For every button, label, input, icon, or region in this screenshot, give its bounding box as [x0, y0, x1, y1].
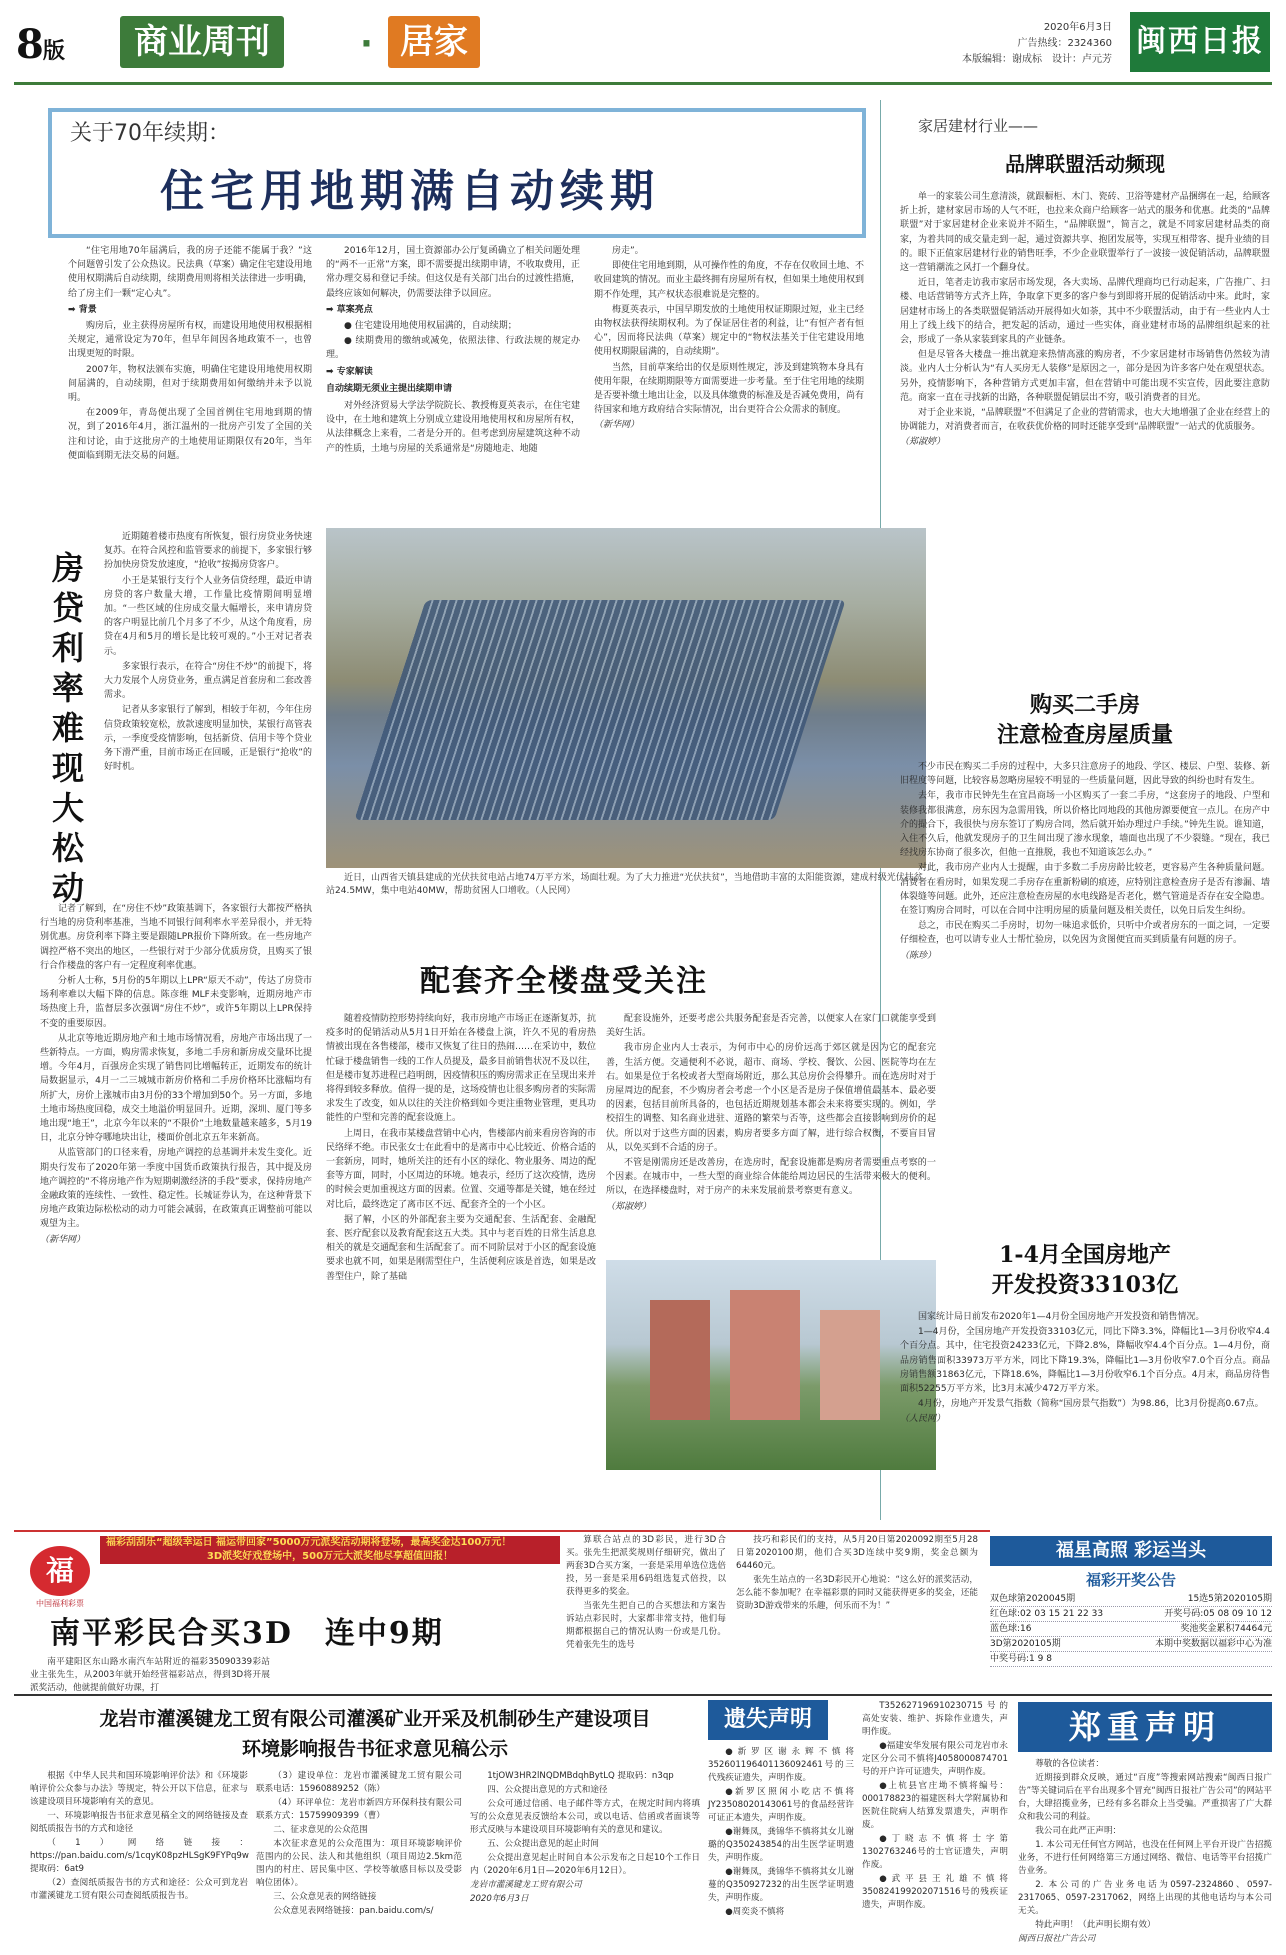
invest-paragraph: 1—4月份，全国房地产开发投资33103亿元，同比下降3.3%，降幅比1—3月份收窄4.4个百分点。其中，住宅投资24233亿元，下降2.8%，降幅收窄4.4个百分点。1—4月份，商品房销售面积33973万平方米，同比下降19.3%，降幅比1—3月份收窄7.0个百分点。商品房销售额31863亿元，下降18.6%，降幅比1—3月份收窄6.1个百分点。4月末，商品房待售面积52255万平方米，比3月末减少472万平方米。: [900, 1327, 1270, 1395]
lead-paragraph: 对外经济贸易大学法学院院长、教授梅夏英表示，在住宅建设中，在土地和建筑上分别成立建设用地使用权和房屋所有权，从法律概念上来看，二者是分开的。但考虑到房屋建筑这种不动产的性质，土地与房屋的关系通常是“房随地走、地随: [326, 401, 580, 454]
photo-credit: （人民网）: [534, 886, 576, 896]
building-image: [730, 1290, 800, 1420]
mortgage-column-bottom: [40, 902, 312, 1248]
page-number: 8版: [16, 21, 64, 68]
brand-paragraph: 对于企业来说，“品牌联盟”不但满足了企业的营销需求，也大大地增强了企业在经营上的协调能力，对消费者而言，在收获优价格的同时还能享受到“品牌联盟”一站式的优质服务。: [900, 408, 1270, 433]
mortgage-paragraph: 近期随着楼市热度有所恢复，银行房贷业务快速复苏。在符合风控和监管要求的前提下，多家银行够扮加快房贷发放速度，“抢收”按揭房贷客户。: [104, 532, 312, 571]
newspaper-logo: 闽西日报: [1130, 12, 1270, 72]
mortgage-paragraph: 分析人士称，5月份的5年期以上LPR“原天不动”，传达了房贷市场利率难以大幅下降的信息。陈彦维 MLF未变影响，近期房地产市场热度上升，监督层多次强调“房住不炒”，或许5年期以上LPR保持不变的重要原因。: [40, 976, 312, 1029]
secondhand-paragraph: 总之，市民在购买二手房时，切勿一味追求低价，只听中介或者房东的一面之词，一定要仔细检查，也可以请专业人士帮忙验房，以免因为贪图便宜而买到质量有问题的房子。: [900, 921, 1270, 946]
issue-date: 2020年6月3日: [1043, 22, 1112, 33]
lead-paragraph: “住宅用地70年届满后，我的房子还能不能属于我？”这个问题曾引发了公众热议。民法典（草案）确定住宅建设用地使用权期满后自动续期，续期费用则将相关法律进一步明确，给了房主们一颗“定心丸”。: [68, 246, 312, 299]
brand-column: [900, 190, 1270, 451]
support-paragraph: 配套设施外，还要考虑公共服务配套是否完善，以便家人在家门口就能享受到美好生活。: [606, 1014, 936, 1039]
lead-paragraph: 购房后，业主获得房屋所有权，而建设用地使用权根据相关规定，通常设定为70年，但早年间因各地政策不一，也曾出现更短的时限。: [68, 321, 312, 360]
env-notice-column-3: 1tjOW3HR2lNQDMBdqhBytLQ 提取码：n3qp 四、公众提出意见的方式和途径 公众可通过信函、电子邮件等方式，在规定时间内将填写的公众意见表反馈给本公司，或以电话、信函或者面谈等形式反映与本建设项目环境影响有关的意见和建议。 五、公众提出意见的起止时间 公众提出意见起止时间自本公示发布之日起10个工作日内（2020年6月1日—2020年6月12日）。 龙岩市灌溪键龙工贸有限公司 2020年6月3日: [470, 1771, 700, 1904]
photo-caption: 近日，山西省天镇县建成的光伏扶贫电站占地74万平方米，场面壮观。为了大力推进“光伏扶贫”，当地借助丰富的太阳能资源，建成村级光伏扶贫站24.5MW，集中电站40MW，帮助贫困人口增收。（人民网）: [326, 873, 923, 896]
mortgage-column-top: [104, 530, 312, 775]
lead-signature: （新华网）: [594, 420, 640, 431]
secondhand-paragraph: 不少市民在购买二手房的过程中，大多只注意房子的地段、学区、楼层、户型、装修、新旧程度等问题，比较容易忽略房屋较不明显的一些质量问题，因此导致的纠纷也时有发生。: [900, 762, 1270, 787]
lead-headline: 住宅用地期满自动续期: [160, 166, 660, 217]
mortgage-paragraph: 记者从多家银行了解到，相较于年初，今年住房信贷政策较宽松，放款速度明显加快，某银行高管表示，一季度受疫情影响，包括新贷、信用卡等个贷业务下滑严重，目前市场正在回暖，正是银行“抢收”的好时机。: [104, 705, 312, 773]
lead-column-3: [594, 244, 864, 434]
lottery-text-2: 算联合站点的3D彩民，进行3D合买。张先生把派奖规则仔细研究，做出了两套3D合买方案，一套是采用单选位选倍投，另一套是采用6码组选复式倍投，以获得更多的奖金。 当张先生把自己的合买想法和方案告诉站点彩民时，大家都非常支持，他们每期都根据自己的情况认购一份或是几份。凭着张先生的选号: [566, 1535, 726, 1650]
lottery-text-3: 技巧和彩民们的支持，从5月20日第2020092期至5月28日第2020100期，他们合买3D连续中奖9期，奖金总额为64460元。 张先生站点的一名3D彩民开心地说：“这么好的派奖活动，怎么能不参加呢？在幸福彩票的同时又能获得更多的奖金，还能资助3D游戏带来的乐趣，何乐而不为！”: [736, 1535, 978, 1611]
env-notice-column-1: 根据《中华人民共和国环境影响评价法》和《环境影响评价公众参与办法》等规定，特公开以下信息，征求与该建设项目环境影响有关的意见。 一、环境影响报告书征求意见稿全文的网络链接及查阅纸质报告书的方式和途径 （1）网络链接：https://pan.baidu.com/s/1cqyK08pzHLSgK9FYPq9w 提取码：6at9 （2）查阅纸质报告书的方式和途径：公众可到龙岩市灌溪键龙工贸有限公司查阅纸质报告书。: [30, 1771, 249, 1901]
lead-kicker: 关于70年续期：: [70, 121, 230, 146]
lead-bullet: ● 续期费用的缴纳或减免，依照法律、行政法规的规定办理。: [326, 336, 580, 361]
subsection-tag: 居家: [388, 16, 480, 68]
issue-meta: [882, 20, 1112, 68]
brand-paragraph: 单一的家装公司生意清淡，就跟橱柜、木门、瓷砖、卫浴等建材产品捆绑在一起，给顾客折上折，建材家居市场的人气不旺，也拉来众商户给顾客一站式的服务和优惠。此类的“品牌联盟”对于家居建材企业来说并不陌生，“品牌联盟”，简言之，就是不同家居建材品类的商家，为着共同的成交量走到一起，通过资源共享、抱团发展等，实现互相带客、提升业绩的目的。眼下正值家居建材行业的销售旺季，不少企业联盟举行了一波接一波促销活动，品牌联盟这一营销潮流之风打一个翻身仗。: [900, 192, 1270, 274]
welfare-lottery-logo: 福: [30, 1546, 90, 1596]
support-paragraph: 据了解，小区的外部配套主要为交通配套、生活配套、金融配套、医疗配套以及教育配套这五大类。其中与老百姓的日常生活息息相关的就是交通配套和生活配套了。而不同阶层对于小区的配套设施要求也就不同，如果是刚需型住户，生活便利应该是首选，如果是改善型住户，除了基础: [326, 1214, 597, 1282]
section-label-highlights: ➡ 草案亮点: [326, 304, 373, 315]
secondhand-headline: 购买二手房 注意检查房屋质量: [996, 692, 1173, 748]
building-image: [820, 1310, 880, 1420]
mortgage-paragraph: 记者了解到，在“房住不炒”政策基调下，各家银行大都按严格执行当地的房贷利率基准，当地不同银行间利率水平差异很小，并无特别优惠。房贷利率下降主要是跟随LPR报价下降所致。在一些房地产调控严格不突出的地区，一些银行对于少部分优质房贷，且购买了银行合作楼盘的客户有一定程度利率优惠。: [40, 904, 312, 971]
brand-signature: （郑淑婷）: [900, 437, 946, 448]
solemn-notice-column: 尊敬的各位读者： 近期接到群众反映，通过“百度”等搜索网站搜索“闽西日报广告”等关键词后在平台出现多个冒充“闽西日报社广告公司”的网站平台，大肆招揽业务，已经有多名群众上当受骗。严重损害了广大群众和我公司的利益。 我公司在此严正声明： 1. 本公司无任何官方网站，也没在任何网上平台开设广告招揽业务，不进行任何网络第三方通过网络、微信、电话等平台招揽广告业务。 2. 本公司的广告业务电话为0597-2324860、0597-2317065、0597-2317062，网络上出现的其他电话均与本公司无关。 特此声明！（此声明长期有效） 闽西日报社广告公司: [1018, 1759, 1272, 1944]
support-paragraph: 上周日，在我市某楼盘营销中心内，售楼部内前来看房咨询的市民络绎不绝。市民张女士在此看中的是离市中心比较近、价格合适的一套新房，同时，她所关注的还有小区的绿化、物业服务、周边的配套等方面，同时，小区周边的环境。她表示，经历了这次疫情，选房的时候会更加重视这方面的因素。位置、交通等都是关键，她在经过对比后，最终选定了离市区不远、配套齐全的一个小区。: [326, 1128, 597, 1210]
support-headline: 配套齐全楼盘受关注: [420, 964, 708, 999]
secondhand-paragraph: 去年，我市市民钟先生在宜昌商场一小区购买了一套二手房，“这套房子的地段、户型和装修我都很满意，房东因为急需用钱，所以价格比同地段的其他房源要便宜一点儿。在房产中介的撮合下，我很快与房东签订了购房合同，然后就开始办理过户手续。”钟先生说。谁知道，入住不久后，他就发现房子的卫生间出现了渗水现象，墙面也出现了不少裂缝。“现在，我已经找房东协商了很多次，但他一直推脱，我也不知道该怎么办。”: [900, 791, 1270, 859]
draw-row: 3D第2020105期 本期中奖数据以福彩中心为准: [990, 1637, 1272, 1652]
secondhand-signature: （陈珍）: [900, 950, 937, 961]
lead-paragraph: 2007年，物权法颁布实施，明确住宅建设用地使用权期间届满的，自动续期，但对于续期费用如何缴纳并未予以说明。: [68, 364, 312, 404]
lead-column-2: [326, 244, 580, 457]
env-notice-headline: 龙岩市灌溪键龙工贸有限公司灌溪矿业开采及机制砂生产建设项目 环境影响报告书征求意见稿公示: [99, 1708, 651, 1760]
invest-paragraph: 4月份，房地产开发景气指数（简称“国房景气指数”）为98.86，比3月份提高0.67点。: [918, 1399, 1264, 1410]
brand-kicker: 家居建材行业——: [918, 117, 1039, 135]
welfare-lottery-caption: 中国福利彩票: [36, 1599, 84, 1608]
support-paragraph: 我市房企业内人士表示，为何市中心的房价远高于郊区就是因为它的配套完善，生活方便。交通便利不必说，超市、商场、学校、餐饮、公园、医院等均在左右。如果是位于名校或者大型商场附近，那么其总房价会得攀升。而在选房时对于房屋周边的配套，不少购房者会考虑一个小区是否是房子保值增值最基本、最必要的因素，包括目前所具备的，也包括近期规划基本都会未来将要实现的。例如，学校招生的调整、知名商业进驻、道路的繁荣与否等，这些都会直接影响到房价的起伏。所以对于这些方面的因素，购房者要多方面了解，进行综合权衡，不要盲目冒从，以免买到不合适的房子。: [606, 1043, 936, 1153]
lead-paragraph: 即使住宅用地到期，从可操作性的角度，不存在仅收回土地、不收回建筑的情况。而业主最终拥有房屋所有权，但如果土地使用权到期不作处理，其产权状态很难说是完整的。: [594, 261, 865, 300]
lead-paragraph: 当然，目前草案给出的仅是原则性规定，涉及到建筑物本身具有使用年限，在续期期限等方面需要进一步考量。至于住宅用地的续期是否要补缴土地出让金，以及具体缴费的标准及是否减免费用，尚有待国家和地方政府结合实际情况，出台更符合公众需求的制度。: [594, 362, 865, 416]
support-column-1: [326, 1012, 596, 1285]
lead-paragraph: 梅夏英表示，中国早期发放的土地使用权证期限过短，业主已经由物权法获得续期权利。为了保证居住者的利益，让“有恒产者有恒心”，因而将民法典（草案）规定中的“物权法基关于住宅建设用地使用权期限届满的，自动续期”。: [594, 304, 865, 358]
editors: 本版编辑：谢成标 设计：卢元芳: [962, 54, 1112, 65]
brand-paragraph: 但是尽管各大楼盘一推出就迎来热情高涨的购房者，不少家居建材市场销售仍然较为清淡。业内人士分析认为“有人买房无人装修”是原因之一，部分是因为许多客户处在观望状态。另外，疫情影响下，各种营销方式更加丰富，但在营销中可能出现不实宣传，因此要注意防范。商家一直在寻找新的出路，各种联盟促销层出不穷，吸引消费者的目光。: [900, 350, 1270, 403]
support-signature: （郑淑婷）: [606, 1201, 652, 1212]
loss-notice-column-1: ●新罗区谢永辉不慎将352601196401136092461号的三代残疾证遗失，声明作废。 ●新罗区照闲小吃店不慎将JY23508020143061号的食品经营许可证正本遗失，声明作废。 ●谢舞凤，龚锦华不慎将其女儿谢璐的Q350243854的出生医学证明遗失，声明作废。 ●谢舞凤，龚锦华不慎将其女儿谢蔓的Q350927232的出生医学证明遗失，声明作废。 ●周奕炎不慎将: [708, 1747, 854, 1917]
lead-paragraph: 在2009年，青岛便出现了全国首例住宅用地到期的情况，到了2016年4月，浙江温州的一批房产引发了全国的关注和讨论，由于这批房产的土地使用证期限仅有20年，当年便面临到期无法交易的问题。: [68, 408, 312, 461]
invest-headline: 1-4月全国房地产 开发投资33103亿: [991, 1242, 1179, 1298]
invest-column: [900, 1310, 1270, 1428]
lead-column-1: [68, 244, 312, 464]
mortgage-paragraph: 多家银行表示，在符合“房住不炒”的前提下，将大力发展个人房贷业务，重点满足首套房和二套改善需求。: [104, 661, 312, 701]
building-image: [650, 1300, 710, 1420]
ad-hotline: 广告热线：2324360: [1017, 38, 1112, 49]
brand-headline: 品牌联盟活动频现: [1005, 152, 1165, 176]
lottery-banner: 福彩刮刮乐“超级幸运日 福运带回家”5000万元派奖活动期将登场，最高奖金达100万元！ 3D派奖好戏登场中，500万元大派奖他尽享超值回报！: [100, 1536, 560, 1564]
draw-row: 红色球:02 03 15 21 22 33 开奖号码:05 08 09 10 12: [990, 1607, 1272, 1622]
brand-paragraph: 近日，笔者走访我市家居市场发现，各大卖场、品牌代理商均已行动起来，广告推广、扫楼、电话营销等方式齐上阵，争取拿下更多的客户参与到即将开展的促销活动中来。此时，家居建材市场上的各类联盟促销活动开展得如火如荼，其中不少联盟活动，由于有一些业内人士用上了线上线下的结合，把发起的活动，通过一些实体，商业建材市场的品牌组织起来的社会，形成了一条从家装到家具的产业链条。: [900, 278, 1270, 346]
env-notice-column-2: （3）建设单位：龙岩市灌溪键龙工贸有限公司 联系电话：15960889252（陈） （4）环评单位：龙岩市新四方环保科技有限公司 联系方式：15759909399（曹） 二、征求意见的公众范围 本次征求意见的公众范围为：项目环境影响评价范围内的公民、法人和其他组织（项目周边2.5km范围内的村庄、居民集中区、学校等敏感目标以及受影响位团体）。 三、公众意见表的网络链接 公众意见表网络链接：pan.baidu.com/s/: [256, 1771, 471, 1916]
lottery-text-1: 南平建阳区东山路水南汽车站附近的福彩35090339彩站业主张先生，从2003年就开始经营福彩站点，得到3D将开展派奖活动，他就提前做好功课，打: [30, 1657, 270, 1693]
support-column-2: [606, 1012, 936, 1215]
draw-row: 中奖号码:1 9 8: [990, 1652, 1272, 1667]
draw-row: 双色球第2020045期 15选5第2020105期: [990, 1592, 1272, 1607]
mortgage-signature: （新华网）: [40, 1234, 86, 1245]
mortgage-paragraph: 从北京等地近期房地产和土地市场情况看，房地产市场出现了一些新特点。一方面，购房需求恢复，多地二手房和新房成交量环比提增。今年4月，百强房企实现了销售同比增幅转正，近期发布的统计局数据显示，4月一二三城城市新房价格和二手房价格环比涨幅均有所扩大，房价上涨城市由3月份的33个增加到50个。另一方面，多地土地市场热度回稳，成交土地溢价明显回升。近期，深圳、厦门等多地出现“地王”，北京今年以来的“不限价”土地数量越来越多，5月19日，北京分钟夺哪地块出让，楼面价创北京五年来新高。: [40, 1033, 312, 1144]
lottery-headline: 南平彩民合买3D 连中9期: [50, 1616, 444, 1651]
header-rule: [14, 82, 1272, 85]
support-paragraph: 不管是刚需房还是改善房，在选房时，配套设施都是购房者需要重点考察的一个因素。在城市中，一些大型的商业综合体能给周边居民的生活带来极大的便利。所以，在选择楼盘时，对于房产的未来发展前景考察更有意义。: [606, 1158, 936, 1197]
mortgage-paragraph: 从监管部门的口径来看，房地产调控的总基调并未发生变化。近期央行发布了2020年第一季度中国货币政策执行报告，其中提及房地产调控的“不将房地产作为短期刺激经济的手段”要求，保持房地产金融政策的连续性、一致性、稳定性。长城证券认为，在这种背景下房地产政策边际松松动的动力可能会减弱，在政策真正调整前可能以观望为主。: [40, 1148, 312, 1230]
section-tag: 商业周刊: [120, 16, 284, 68]
invest-paragraph: 国家统计局日前发布2020年1—4月份全国房地产开发投资和销售情况。: [918, 1312, 1205, 1322]
notices-rule: [14, 1694, 1272, 1696]
invest-signature: （人民网）: [900, 1414, 946, 1425]
section-label-background: ➡ 背景: [68, 304, 97, 315]
secondhand-paragraph: 对此，我市房产业内人士提醒，由于多数二手房房龄比较老，更容易产生各种质量问题。消费者在看房时，如果发现二手房存在重新粉刷的痕迹，应特别注意检查房子是否有渗漏、墙体裂缝等问题。此外，还应注意检查房屋的水电线路是否老化，燃气管道是否存在安全隐患。在签订购房合同时，可以在合同中注明房屋的质量问题及相关责任，以免日后发生纠纷。: [900, 863, 1270, 917]
solar-panels-image: [354, 600, 845, 820]
secondhand-column: [900, 760, 1270, 964]
loss-notice-headline: 遗失声明: [708, 1700, 828, 1740]
mortgage-headline: 房贷利率难现大松动: [51, 549, 84, 907]
mortgage-paragraph: 小王是某银行支行个人业务信贷经理，最近申请房贷的客户数量大增，工作量比疫情期间明显增加。“一些区域的住房成交量大幅增长，来申请房贷的客户明显比前几个月多了不少，从这个角度看，房贷在4月和5月的增长是比较可观的。”小王对记者表示。: [104, 575, 312, 657]
lead-paragraph: 房走”。: [612, 246, 644, 256]
lead-bullet: ● 住宅建设用地使用权届满的，自动续期；: [344, 321, 517, 332]
section-label-expert: ➡ 专家解读: [326, 366, 373, 377]
section-dot: ·: [360, 24, 373, 64]
support-paragraph: 随着疫情防控形势持续向好，我市房地产市场正在逐渐复苏，抗疫多时的促销活动从5月1日开始在各楼盘上演，许久不见的看房热情被出现在各售楼部，楼市又恢复了往日的热闹……在采访中，数位忙碌于楼盘销售一线的工作人员提及，最多目前销售状况不及以往，但是楼市复苏进程已趋明朗，因疫情积压的购房需求正在呈现出来并将得到较多释放。值得一提的是，这场疫情也让很多购房者的实际需求发生了改变，如从以往的关注价格到如今更注重物业管理，更具功能性的户型和完善的配套设施上。: [326, 1014, 597, 1124]
solemn-notice-headline: 郑重声明: [1018, 1702, 1272, 1752]
fuxing-banner: 福星高照 彩运当头: [990, 1536, 1272, 1566]
lead-paragraph: 2016年12月，国土资源部办公厅复函确立了相关问题处理的“两不一正常”方案，即不需要提出续期申请，不收取费用，正常办理交易和登记手续。但这仅是有关部门出台的过渡性措施，最终应该如何解决，仍需要法律予以回应。: [326, 246, 580, 299]
fuxing-subtitle: 福彩开奖公告: [1085, 1571, 1176, 1589]
draw-row: 蓝色球:16 奖池奖金累积74464元: [990, 1622, 1272, 1637]
loss-notice-column-2: T352627196910230715号的高处安装、维护、拆除作业遗失，声明作废。 ●福建安华发展有限公司龙岩市永定区分公司不慎将J4058000874701号的开户许可证遗失，声明作废。 ●上杭县官庄坳不慎将编号：000178823的福建医科大学附属协和医院住院病人结算发票遗失，声明作废。 ●丁晓志不慎将士字第1302763246号的士官证遗失，声明作废。 ●武平县王礼雄不慎将350824199202071516号的残疾证遗失，声明作废。: [862, 1701, 1008, 1910]
lead-subheading: 自动续期无须业主提出续期申请: [326, 383, 453, 394]
draw-results-table: [990, 1592, 1272, 1667]
